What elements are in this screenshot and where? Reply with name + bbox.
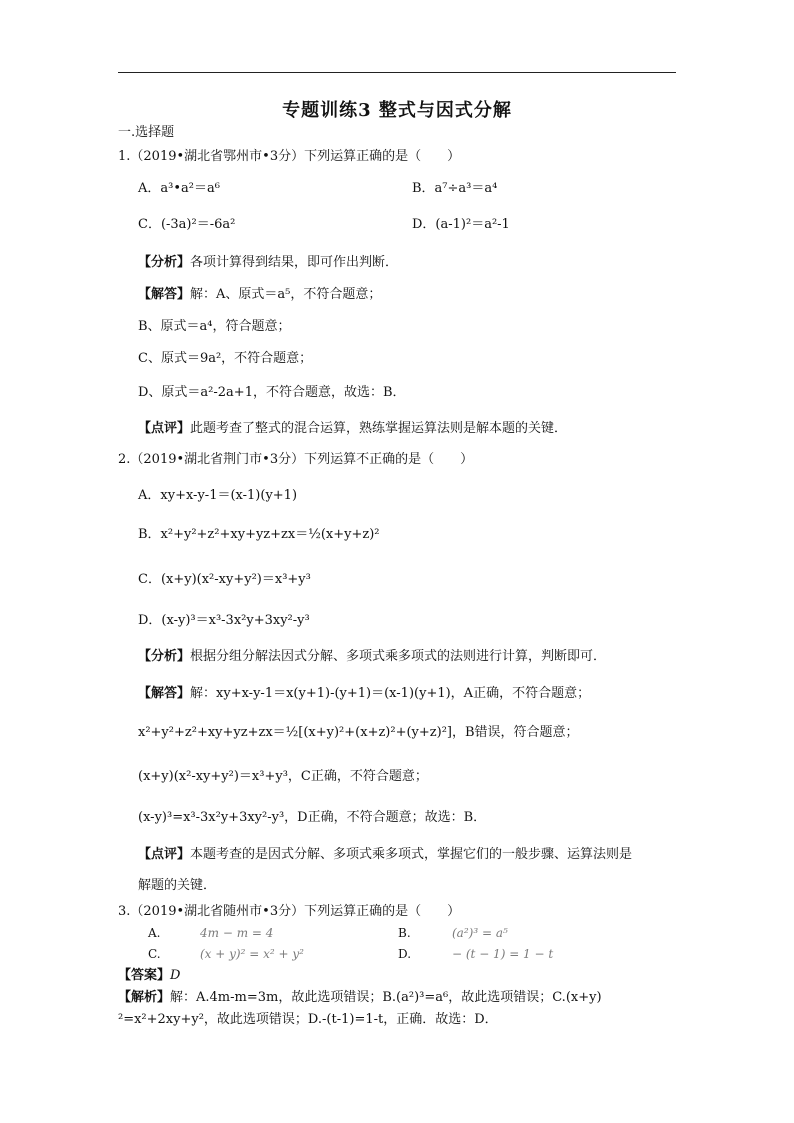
q2-comment-line-1: 本题考查的是因式分解、多项式乘多项式，掌握它们的一般步骤、运算法则是	[190, 847, 633, 862]
q2-answer-line-2: x²+y²+z²+xy+yz+zx＝½[(x+y)²+(x+z)²+(y+z)²]，B错误，符合题意；	[138, 725, 579, 740]
q3-label-a: A.	[148, 926, 161, 940]
q3-label-b: B.	[398, 926, 411, 940]
q1-comment	[138, 420, 567, 438]
q1-answer	[138, 286, 381, 304]
q1-stem: 1.（2019•湖北省鄂州市•3分）下列运算正确的是（ ）	[118, 149, 461, 164]
q3-answer-value: D	[170, 968, 181, 983]
q3-analysis	[118, 989, 602, 1007]
q2-comment-line-2: 解题的关键．	[138, 878, 217, 893]
q3-analysis-tag: 【解析】	[118, 990, 171, 1005]
q2-comment-tag: 【点评】	[138, 847, 191, 862]
q1-option-a: A．a³•a²＝a⁶	[138, 181, 220, 196]
q1-option-b: B．a⁷÷a³＝a⁴	[412, 181, 498, 196]
q1-option-d: D．(a-1)²＝a²-1	[412, 217, 510, 232]
q1-answer-line-1: 解：A、原式＝a⁵，不符合题意；	[190, 287, 382, 302]
q3-analysis-line-1: 解：A.4m-m=3m，故此选项错误；B.(a²)³=a⁶，故此选项错误；C.(x+y)	[170, 990, 602, 1005]
q3-option-b: (a²)³ = a⁵	[452, 926, 508, 940]
q3-stem: 3.（2019•湖北省随州市•3分）下列运算正确的是（ ）	[118, 904, 461, 919]
q1-comment-text: 此题考查了整式的混合运算，熟练掌握运算法则是解本题的关键．	[190, 421, 568, 436]
section-heading: 一.选择题	[118, 125, 175, 140]
q2-answer-tag: 【解答】	[138, 686, 191, 701]
q3-analysis-line-2: ²=x²+2xy+y²，故此选项错误；D.-(t-1)=1-t，正确．故选：D．	[118, 1012, 498, 1027]
q1-answer-tag: 【解答】	[138, 287, 191, 302]
q2-comment	[138, 846, 632, 864]
q2-analysis-text: 根据分组分解法因式分解、多项式乘多项式的法则进行计算，判断即可．	[190, 649, 607, 664]
q2-answer-line-4: (x-y)³=x³-3x²y+3xy²-y³，D正确，不符合题意；故选：B．	[138, 810, 487, 825]
q2-analysis	[138, 648, 606, 666]
q2-option-c: C．(x+y)(x²-xy+y²)＝x³+y³	[138, 572, 311, 587]
q1-answer-line-3: C、原式＝9a²，不符合题意；	[138, 351, 313, 366]
q3-option-c: (x + y)² = x² + y²	[200, 947, 304, 961]
q1-analysis-text: 各项计算得到结果，即可作出判断．	[190, 255, 399, 270]
q3-label-d: D.	[398, 947, 412, 961]
q2-answer-line-3: (x+y)(x²-xy+y²)＝x³+y³，C正确，不符合题意；	[138, 769, 428, 784]
q3-option-d: − (t − 1) = 1 − t	[452, 947, 554, 961]
q2-option-a: A．xy+x-y-1＝(x-1)(y+1)	[138, 488, 298, 503]
q3-label-c: C.	[148, 947, 161, 961]
q3-option-a: 4m − m = 4	[200, 926, 274, 940]
q1-answer-line-4: D、原式＝a²-2a+1，不符合题意，故选：B．	[138, 385, 406, 400]
q1-analysis	[138, 254, 398, 272]
q3-answer	[118, 967, 180, 985]
q2-answer	[138, 685, 590, 703]
q1-answer-line-2: B、原式＝a⁴，符合题意；	[138, 319, 291, 334]
q2-option-d: D．(x-y)³＝x³-3x²y+3xy²-y³	[138, 613, 310, 628]
q3-answer-tag: 【答案】	[118, 968, 171, 983]
q2-stem: 2.（2019•湖北省荆门市•3分）下列运算不正确的是（ ）	[118, 452, 474, 467]
q1-option-c: C．(-3a)²＝-6a²	[138, 217, 236, 232]
q2-option-b: B．x²+y²+z²+xy+yz+zx＝½(x+y+z)²	[138, 527, 380, 542]
q2-analysis-tag: 【分析】	[138, 649, 191, 664]
q2-answer-line-1: 解：xy+x-y-1＝x(y+1)-(y+1)＝(x-1)(y+1)，A正确，不符合题意；	[190, 686, 591, 701]
page-title: 专题训练3 整式与因式分解	[282, 100, 512, 121]
q1-analysis-tag: 【分析】	[138, 255, 191, 270]
header-rule	[118, 72, 676, 73]
q1-comment-tag: 【点评】	[138, 421, 191, 436]
